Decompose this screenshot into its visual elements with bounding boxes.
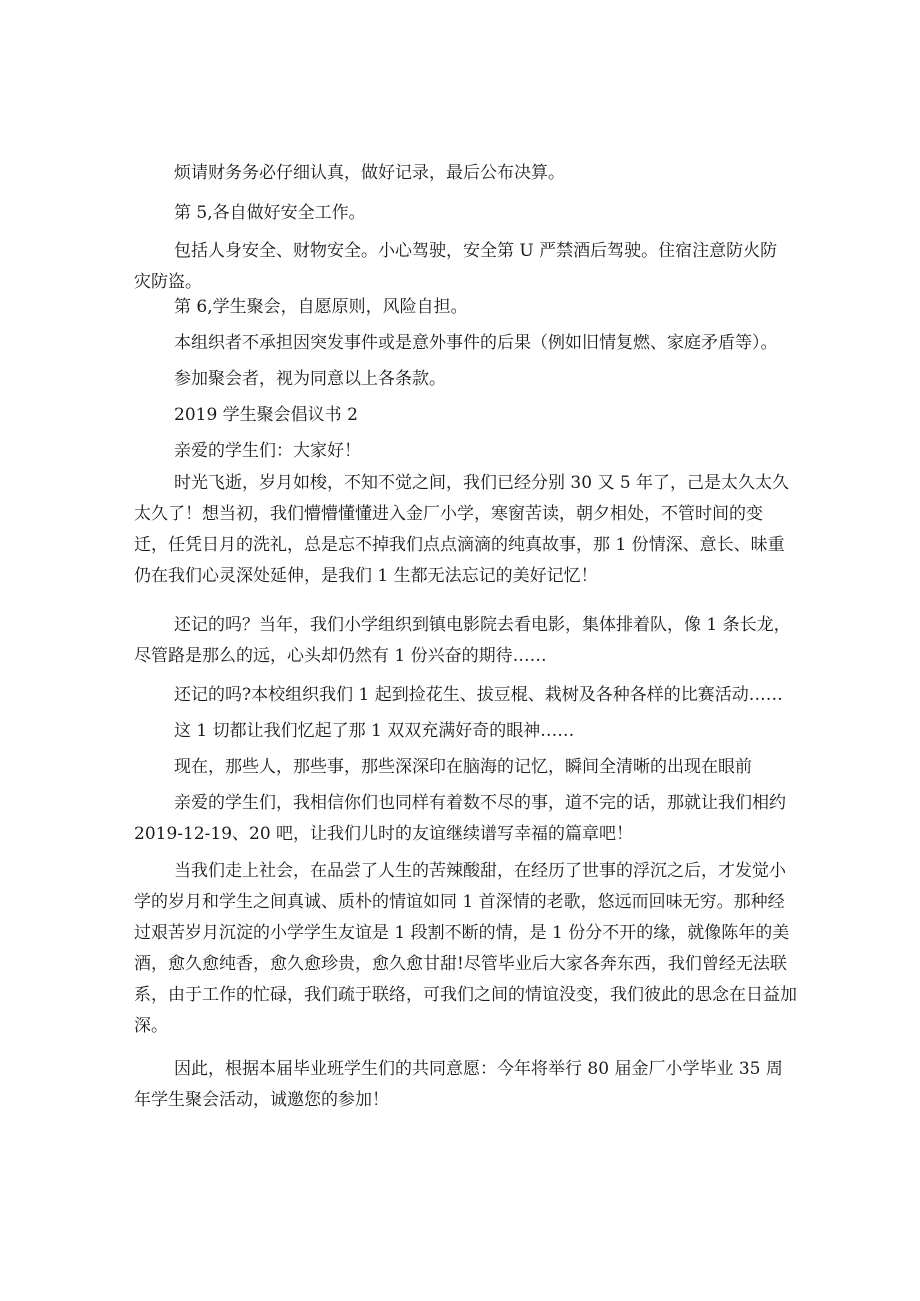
paragraph-rule-6: 第 6,学生聚会，自愿原则，风险自担。 <box>174 297 468 317</box>
paragraph-movie-memory: 还记的吗？当年，我们小学组织到镇电影院去看电影，集体排着队，像 1 条长龙，尽管路是那么的远，心头却仍然有 1 份兴奋的期待…… <box>134 615 791 666</box>
paragraph-safety: 包括人身安全、财物安全。小心驾驶，安全第 U 严禁酒后驾驶。住宿注意防火防灾防盗。 <box>134 241 778 292</box>
paragraph-rule-5: 第 5,各自做好安全工作。 <box>174 203 366 223</box>
paragraph-time-flies: 时光飞逝，岁月如梭，不知不觉之间，我们已经分别 30 又 5 年了，己是太久太久太久了！想当初，我们懵懵懂懂进入金厂小学，寒窗苦读，朝夕相处，不管时间的变迁，任凭日月的洗礼，总是忘不掉我们点点滴滴的纯真故事，那 1 份情深、意长、昧重仍在我们心灵深处延伸，是我们 1 生都无法忘记的美好记忆！ <box>134 473 790 586</box>
paragraph-disclaimer: 本组织者不承担因突发事件或是意外事件的后果（例如旧情复燃、家庭矛盾等）。 <box>174 333 778 353</box>
paragraph-now: 现在，那些人，那些事，那些深深印在脑海的记忆，瞬间全清晰的出现在眼前 <box>174 757 752 777</box>
paragraph-finance-note: 烦请财务务必仔细认真，做好记录，最后公布决算。 <box>174 163 565 183</box>
section-title: 2019 学生聚会倡议书 2 <box>174 405 358 425</box>
paragraph-consent: 参加聚会者，视为同意以上各条款。 <box>174 369 446 389</box>
paragraph-invitation: 因此，根据本届毕业班学生们的共同意愿：今年将举行 80 届金厂小学毕业 35 周年学生聚会活动，诚邀您的参加！ <box>134 1059 783 1110</box>
paragraph-friendship: 当我们走上社会，在品尝了人生的苦辣酸甜，在经历了世事的浮沉之后，才发觉小学的岁月和学生之间真诚、质朴的情谊如同 1 首深情的老歌，悠远而回味无穷。那种经过艰苦岁月沉淀的小学学生友谊是 1 段割不断的情，是 1 份分不开的缘，就像陈年的美酒，愈久愈纯香，愈久愈珍贵，愈久愈甘甜!尽管毕业后大家各奔东西，我们曾经无法联系，由于工作的忙碌，我们疏于联络，可我们之间的情谊没变，我们彼此的思念在日益加深。 <box>134 861 797 1036</box>
greeting: 亲爱的学生们：大家好！ <box>174 441 361 461</box>
paragraph-activities-memory: 还记的吗?本校组织我们 1 起到捡花生、拔豆棍、栽树及各种各样的比赛活动…… <box>174 685 783 705</box>
paragraph-appointment: 亲爱的学生们，我相信你们也同样有着数不尽的事，道不完的话，那就让我们相约 2019-12-19、20 吧，让我们儿时的友谊继续谱写幸福的篇章吧！ <box>134 793 786 844</box>
paragraph-curious-eyes: 这 1 切都让我们忆起了那 1 双双充满好奇的眼神…… <box>174 721 575 741</box>
